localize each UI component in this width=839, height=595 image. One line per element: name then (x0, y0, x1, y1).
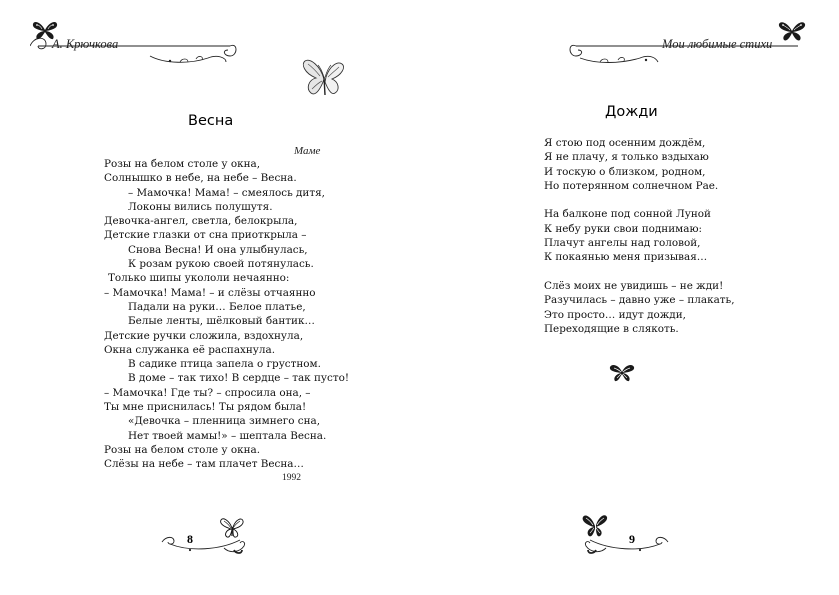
poem-line: Разучилась – давно уже – плакать, (544, 294, 735, 307)
stanza-gap (544, 193, 735, 207)
butterfly-icon (582, 512, 608, 538)
left-header (30, 22, 240, 67)
poem-line: Только шипы укололи нечаянно: (108, 272, 290, 285)
poem-line: Детские ручки сложила, вздохнула, (104, 329, 304, 342)
poem-line: Девочка-ангел, светла, белокрыла, (104, 215, 298, 228)
poem-line: Солнышко в небе, на небе – Весна. (104, 172, 297, 185)
poem-line: – Мамочка! Где ты? – спросила она, – (104, 386, 311, 399)
poem-line: – Мамочка! Мама! – смеялось дитя, (128, 186, 325, 199)
poem-line: В садике птица запела о грустном. (128, 358, 321, 371)
poem-line: Слёз моих не увидишь – не жди! (544, 279, 724, 292)
poem-line: Снова Весна! И она улыбнулась, (128, 243, 308, 256)
poem-line: Окна служанка её распахнула. (104, 343, 276, 356)
poem-line: Розы на белом столе у окна. (104, 443, 261, 456)
poem-line: На балконе под сонной Луной (544, 208, 711, 221)
poem-line: Слёзы на небе – там плачет Весна… (104, 458, 304, 471)
page-number: 8 (187, 532, 193, 546)
poem-body (544, 136, 735, 336)
poem-line: Нет твоей мамы!» – шептала Весна. (128, 429, 327, 442)
poem-line: Плачут ангелы над головой, (544, 237, 701, 250)
poem-line: Я стою под осенним дождём, (544, 137, 706, 149)
poem-line: Локоны вились полушутя. (128, 200, 273, 213)
right-footer (580, 510, 670, 555)
poem-line: Падали на руки… Белое платье, (128, 300, 306, 313)
poem-line: К небу руки свои поднимаю: (544, 222, 702, 235)
poem-line: К покаянью меня призывая… (544, 251, 708, 264)
page-number: 9 (629, 532, 635, 546)
butterfly-icon (778, 20, 806, 42)
poem-line: В доме – так тихо! В сердце – так пусто! (128, 372, 349, 385)
poem-line: К розам рукою своей потянулась. (128, 258, 314, 271)
right-header (566, 22, 806, 67)
butterfly-icon (609, 362, 635, 382)
poem-line: И тоскую о близком, родном, (544, 165, 706, 178)
poem-year: 1992 (282, 473, 301, 483)
poem-line: Переходящие в слякоть. (544, 322, 679, 335)
poem-line: Это просто… идут дожди, (544, 308, 686, 321)
stanza-gap (544, 265, 735, 279)
poem-title: Весна (188, 113, 234, 129)
poem-title: Дожди (605, 104, 658, 120)
header-book-title: Мои любимые стихи (662, 37, 773, 51)
header-author: А. Крючкова (52, 37, 119, 51)
poem-line: Но потерянном солнечном Рае. (544, 179, 719, 192)
butterfly-icon (300, 55, 348, 103)
poem-line: Розы на белом столе у окна, (104, 158, 261, 170)
left-footer (160, 510, 250, 555)
butterfly-icon (220, 516, 244, 538)
poem-body (104, 157, 349, 472)
poem-line: Я не плачу, я только вздыхаю (544, 151, 709, 164)
right-page (420, 0, 839, 595)
poem-line: Белые ленты, шёлковый бантик… (128, 315, 315, 328)
poem-line: Детские глазки от сна приоткрыла – (104, 229, 307, 242)
poem-line: Ты мне приснилась! Ты рядом была! (104, 401, 307, 414)
poem-line: «Девочка – пленница зимнего сна, (128, 415, 321, 428)
dedication: Маме (294, 145, 321, 157)
poem-line: – Мамочка! Мама! – и слёзы отчаянно (104, 286, 316, 299)
left-page (0, 0, 419, 595)
